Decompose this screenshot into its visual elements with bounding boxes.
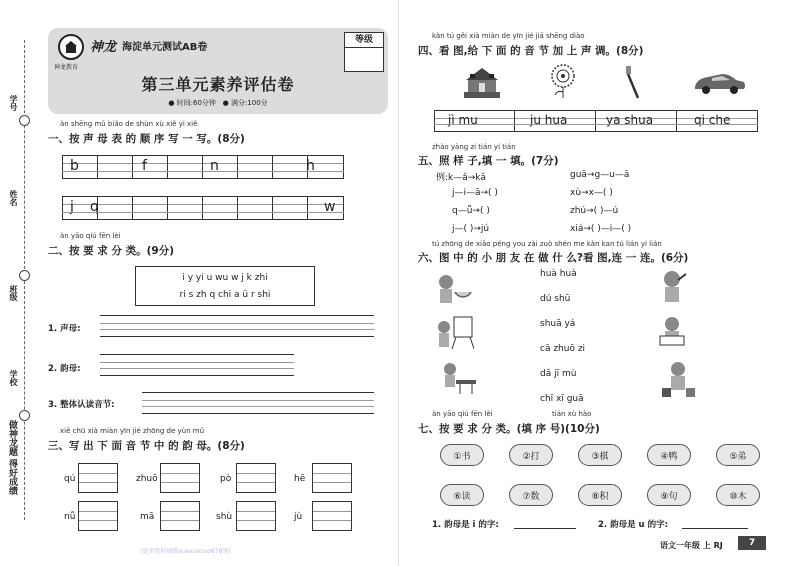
q7-char-9[interactable]: ⑨句 [647, 484, 691, 506]
q7-char-8[interactable]: ⑧积 [578, 484, 622, 506]
q3-syllable-8: jù [294, 512, 303, 522]
q1-r2-c1: j [70, 199, 74, 215]
q3-syllable-2: zhuō [136, 474, 158, 484]
q2-box-line1: i y yi u wu w j k zhi [182, 273, 268, 283]
q7-char-10[interactable]: ⑩木 [716, 484, 760, 506]
car-icon [692, 70, 748, 96]
q6-option-6[interactable]: chī xī guā [540, 394, 584, 404]
q4-syllable-3: ya shua [606, 113, 654, 127]
q6-option-2[interactable]: dú shū [540, 294, 571, 304]
q2-title: 二、按 要 求 分 类。(9分) [48, 245, 175, 257]
q3-answer-5[interactable] [78, 501, 118, 531]
publisher-label: 神龙教育 [54, 64, 79, 71]
q2-source-box [135, 266, 315, 306]
grade-box[interactable] [344, 32, 384, 72]
meta-row [48, 98, 388, 108]
q6-option-4[interactable]: cā zhuō zi [540, 344, 586, 354]
q5-left-4[interactable]: j—( )→jú [452, 224, 490, 234]
kid-reading-icon[interactable] [654, 314, 690, 350]
q7-ask-2: 2. 韵母是 u 的字: [598, 520, 668, 530]
q1-pinyin: àn shēng mǔ biǎo de shùn xù xiě yi xiě [60, 120, 198, 128]
q5-right-2[interactable]: xù→x—( ) [570, 188, 613, 198]
q7-char-3[interactable]: ③棋 [578, 444, 622, 466]
kid-eating-watermelon-icon[interactable] [434, 272, 474, 306]
q6-option-3[interactable]: shuā yá [540, 319, 576, 329]
chrysanthemum-icon [545, 62, 581, 100]
q1-r1-c5: n [210, 158, 219, 174]
q2-item-1-lines[interactable] [100, 315, 374, 337]
q5-right-3[interactable]: zhú→( )—ú [570, 206, 619, 216]
q3-title: 三、写 出 下 面 音 节 中 的 韵 母。(8分) [48, 440, 245, 452]
q2-box-line2: ri s zh q chi a ü r shi [179, 290, 271, 300]
q7-char-2[interactable]: ②打 [509, 444, 553, 466]
q7-title: 七、按 要 求 分 类。(填 序 号)(10分) [418, 423, 600, 435]
q3-answer-1[interactable] [78, 463, 118, 493]
q7-char-7[interactable]: ⑦数 [509, 484, 553, 506]
binding-hole-2 [19, 270, 30, 281]
q7-ask-1: 1. 韵母是 i 的字: [432, 520, 499, 530]
q4-syllable-4: qi che [694, 113, 731, 127]
q2-item-1-label: 1. 声母: [48, 324, 81, 334]
q3-answer-6[interactable] [160, 501, 200, 531]
q1-r1-c1: b [70, 158, 79, 174]
page-fold [398, 0, 399, 566]
student-no-label: 学号 [9, 95, 18, 111]
header-banner [48, 28, 388, 114]
brand: 神龙 [90, 40, 117, 55]
q5-title: 五、照 样 子,填 一 填。(7分) [418, 155, 559, 167]
q3-answer-8[interactable] [312, 501, 352, 531]
q6-option-5[interactable]: dǎ jī mù [540, 369, 577, 379]
q3-syllable-7: shù [216, 512, 233, 522]
binding-hole-3 [19, 410, 30, 421]
q6-pinyin: tú zhōng de xiǎo péng you zài zuò shén me kàn kan tú lián yi lián [432, 240, 662, 248]
q5-left-2[interactable]: j—i—ā→( ) [452, 188, 498, 198]
q1-r1-c3: f [142, 158, 147, 174]
q1-r1-c8: h [306, 158, 315, 174]
kid-building-blocks-icon[interactable] [660, 360, 696, 398]
q2-item-2-lines[interactable] [100, 354, 294, 376]
q7-char-6[interactable]: ⑥读 [440, 484, 484, 506]
q1-grid-row1[interactable] [62, 155, 344, 179]
q2-item-3-label: 3. 整体认读音节: [48, 400, 115, 410]
q3-answer-7[interactable] [236, 501, 276, 531]
kid-cleaning-table-icon[interactable] [438, 360, 478, 396]
kid-drawing-icon[interactable] [434, 315, 474, 351]
q1-grid-row2[interactable] [62, 196, 344, 220]
q3-syllable-1: qú [64, 474, 76, 484]
grade-label: 等级 [345, 33, 383, 48]
watermark: (更多资料加微xuexuezuo678领) [140, 548, 231, 555]
q1-title: 一、按 声 母 表 的 顺 序 写 一 写。(8分) [48, 133, 245, 145]
building-icon [64, 40, 78, 54]
q3-pinyin: xiě chū xià miàn yīn jié zhōng de yùn mǔ [60, 427, 205, 435]
q3-answer-2[interactable] [160, 463, 200, 493]
q4-syllable-lines[interactable] [434, 110, 758, 132]
clock-icon: ● [168, 99, 175, 107]
q6-option-1[interactable]: huà huà [540, 269, 577, 279]
full-score: 满分:100分 [230, 99, 268, 107]
class-label: 班级 [9, 285, 18, 301]
q7-char-4[interactable]: ④鸭 [647, 444, 691, 466]
q7-answer-2-line[interactable] [682, 528, 748, 529]
q3-answer-4[interactable] [312, 463, 352, 493]
page-title: 第三单元素养评估卷 [141, 75, 295, 94]
q1-r2-c8: w [324, 199, 336, 215]
q1-r2-c2: q [90, 199, 99, 215]
q4-title: 四、看 图,给 下 面 的 音 节 加 上 声 调。(8分) [418, 45, 644, 57]
q5-left-3[interactable]: q—ǖ→( ) [452, 206, 490, 216]
q5-right-4[interactable]: xiá→( )—i—( ) [570, 224, 632, 234]
q5-left-1: 例:k—ǎ→kǎ [436, 173, 487, 183]
q2-item-3-lines[interactable] [142, 392, 374, 414]
q7-char-1[interactable]: ①书 [440, 444, 484, 466]
footer-subject: 语文一年级 上 RJ [660, 541, 723, 550]
school-label: 学校 [9, 370, 18, 386]
q3-syllable-5: nǚ [64, 512, 76, 522]
margin-strip [0, 0, 40, 566]
name-label: 姓名 [9, 190, 18, 206]
kid-brushing-teeth-icon[interactable] [654, 268, 690, 304]
q7-answer-1-line[interactable] [514, 528, 576, 529]
toothbrush-icon [622, 64, 646, 100]
logo [58, 34, 84, 60]
q4-syllable-2: ju hua [530, 113, 568, 127]
q2-pinyin: àn yāo qiú fēn lèi [60, 232, 121, 240]
page-number: 7 [738, 536, 766, 550]
q7-char-5[interactable]: ⑤弟 [716, 444, 760, 466]
q3-syllable-3: pò [220, 474, 232, 484]
q5-right-1: guā→g—u—ā [570, 170, 630, 180]
series-title: 海淀单元测试AB卷 [122, 42, 208, 53]
q5-pinyin: zhào yàng zi tián yi tián [432, 143, 516, 151]
monument-icon [460, 62, 504, 100]
score-icon: ● [222, 99, 229, 107]
q4-syllable-1: jì mu [448, 113, 478, 127]
q3-syllable-6: mā [140, 512, 155, 522]
q3-answer-3[interactable] [236, 463, 276, 493]
q3-syllable-4: hē [294, 474, 306, 484]
binding-hole-1 [19, 115, 30, 126]
time-limit: 时间:60分钟 [176, 99, 216, 107]
q7-pinyin-2: tián xù hào [552, 410, 592, 418]
q2-item-2-label: 2. 韵母: [48, 364, 81, 374]
q7-pinyin: àn yāo qiú fēn lèi [432, 410, 493, 418]
q4-pinyin: kàn tú gěi xià miàn de yīn jié jiā shēng diào [432, 32, 585, 40]
q6-title: 六、图 中 的 小 朋 友 在 做 什 么?看 图,连 一 连。(6分) [418, 252, 689, 264]
slogan: 做神龙题 得好成绩 [7, 420, 17, 496]
